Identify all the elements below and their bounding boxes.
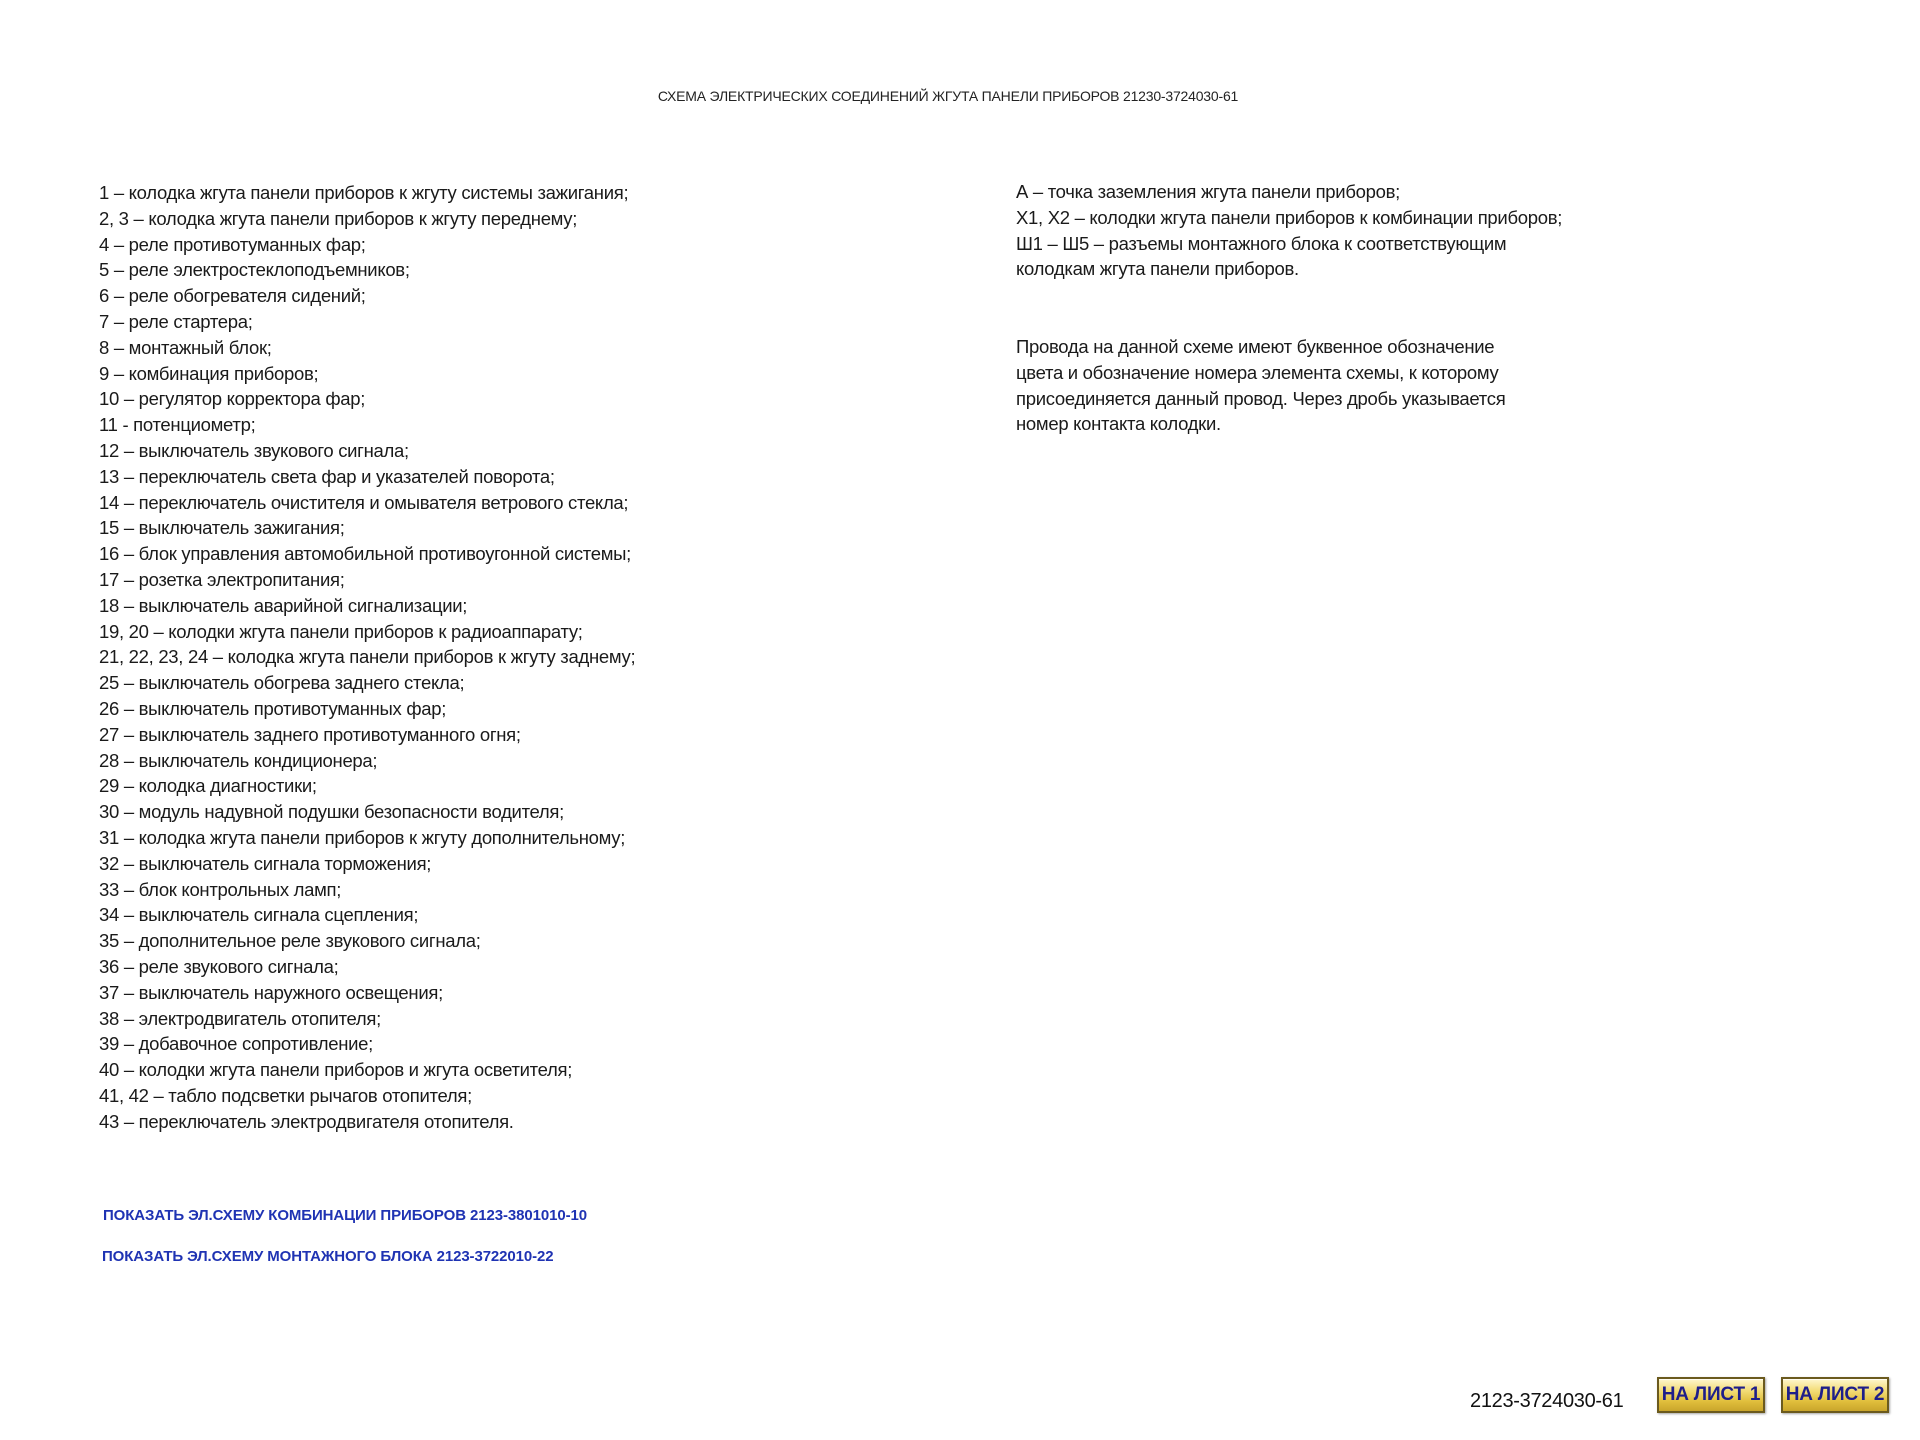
go-to-sheet-2-button[interactable]: НА ЛИСТ 2 bbox=[1781, 1377, 1889, 1413]
legend-item: 14 – переключатель очистителя и омывателя ветрового стекла; bbox=[99, 491, 629, 513]
legend-item: 12 – выключатель звукового сигнала; bbox=[99, 439, 409, 461]
legend-item: 16 – блок управления автомобильной противоугонной системы; bbox=[99, 543, 632, 565]
legend-item: 15 – выключатель зажигания; bbox=[99, 517, 345, 539]
legend-item: 27 – выключатель заднего противотуманного огня; bbox=[99, 723, 521, 745]
legend-item: 7 – реле стартера; bbox=[99, 310, 253, 332]
legend-item: 31 – колодка жгута панели приборов к жгуту дополнительному; bbox=[99, 826, 626, 848]
note-line: цвета и обозначение номера элемента схемы, к которому bbox=[1016, 361, 1499, 383]
mounting-block-diagram-link[interactable]: ПОКАЗАТЬ ЭЛ.СХЕМУ МОНТАЖНОГО БЛОКА 2123-3722010-22 bbox=[102, 1248, 554, 1265]
legend-item: 13 – переключатель света фар и указателей поворота; bbox=[99, 465, 555, 487]
legend-item: 11 - потенциометр; bbox=[99, 414, 256, 436]
legend-item: 2, 3 – колодка жгута панели приборов к жгуту переднему; bbox=[99, 207, 578, 229]
legend-item: 39 – добавочное сопротивление; bbox=[99, 1033, 373, 1055]
legend-item: 40 – колодки жгута панели приборов и жгута осветителя; bbox=[99, 1059, 573, 1081]
legend-item: Ш1 – Ш5 – разъемы монтажного блока к соответствующим bbox=[1016, 232, 1507, 254]
page-title: СХЕМА ЭЛЕКТРИЧЕСКИХ СОЕДИНЕНИЙ ЖГУТА ПАНЕЛИ ПРИБОРОВ 21230-3724030-61 bbox=[657, 88, 1239, 104]
document-code: 2123-3724030-61 bbox=[1470, 1390, 1624, 1412]
note-line: номер контакта колодки. bbox=[1016, 413, 1221, 435]
legend-item: 36 – реле звукового сигнала; bbox=[99, 955, 339, 977]
legend-item: А – точка заземления жгута панели приборов; bbox=[1016, 181, 1400, 202]
legend-item: 17 – розетка электропитания; bbox=[99, 568, 345, 590]
wire-marking-note bbox=[1016, 334, 1505, 437]
legend-item: 43 – переключатель электродвигателя отопителя. bbox=[99, 1110, 514, 1132]
legend-item: 25 – выключатель обогрева заднего стекла; bbox=[99, 672, 465, 694]
legend-item: 6 – реле обогревателя сидений; bbox=[99, 285, 366, 307]
legend-item: 9 – комбинация приборов; bbox=[99, 362, 319, 384]
legend-item: 41, 42 – табло подсветки рычагов отопителя; bbox=[99, 1084, 472, 1106]
instrument-cluster-diagram-link[interactable]: ПОКАЗАТЬ ЭЛ.СХЕМУ КОМБИНАЦИИ ПРИБОРОВ 2123-3801010-10 bbox=[103, 1207, 587, 1224]
legend-item: 28 – выключатель кондиционера; bbox=[99, 749, 378, 771]
legend-item: Х1, Х2 – колодки жгута панели приборов к комбинации приборов; bbox=[1016, 206, 1563, 228]
connector-legend-list bbox=[1016, 179, 1562, 282]
legend-item: 29 – колодка диагностики; bbox=[99, 775, 317, 797]
legend-item: 4 – реле противотуманных фар; bbox=[99, 233, 366, 255]
legend-item: 26 – выключатель противотуманных фар; bbox=[99, 697, 447, 719]
legend-item: 1 – колодка жгута панели приборов к жгуту системы зажигания; bbox=[99, 182, 629, 203]
legend-item: 32 – выключатель сигнала торможения; bbox=[99, 852, 432, 874]
legend-item: 5 – реле электростеклоподъемников; bbox=[99, 259, 410, 281]
legend-item: 38 – электродвигатель отопителя; bbox=[99, 1007, 381, 1029]
legend-item: 33 – блок контрольных ламп; bbox=[99, 878, 342, 900]
legend-item: 37 – выключатель наружного освещения; bbox=[99, 981, 443, 1003]
legend-item: 19, 20 – колодки жгута панели приборов к радиоаппарату; bbox=[99, 620, 583, 642]
legend-item: колодкам жгута панели приборов. bbox=[1016, 258, 1299, 280]
note-line: Провода на данной схеме имеют буквенное обозначение bbox=[1016, 336, 1495, 357]
legend-item: 18 – выключатель аварийной сигнализации; bbox=[99, 594, 468, 616]
go-to-sheet-1-button[interactable]: НА ЛИСТ 1 bbox=[1657, 1377, 1765, 1413]
legend-item: 35 – дополнительное реле звукового сигнала; bbox=[99, 930, 481, 952]
note-line: присоединяется данный провод. Через дробь указывается bbox=[1016, 387, 1506, 409]
legend-item: 21, 22, 23, 24 – колодка жгута панели приборов к жгуту заднему; bbox=[99, 646, 636, 668]
legend-item: 34 – выключатель сигнала сцепления; bbox=[99, 904, 419, 926]
legend-item: 10 – регулятор корректора фар; bbox=[99, 388, 366, 410]
legend-item: 8 – монтажный блок; bbox=[99, 336, 272, 358]
legend-item: 30 – модуль надувной подушки безопасности водителя; bbox=[99, 801, 564, 823]
component-legend-list bbox=[99, 180, 635, 1134]
